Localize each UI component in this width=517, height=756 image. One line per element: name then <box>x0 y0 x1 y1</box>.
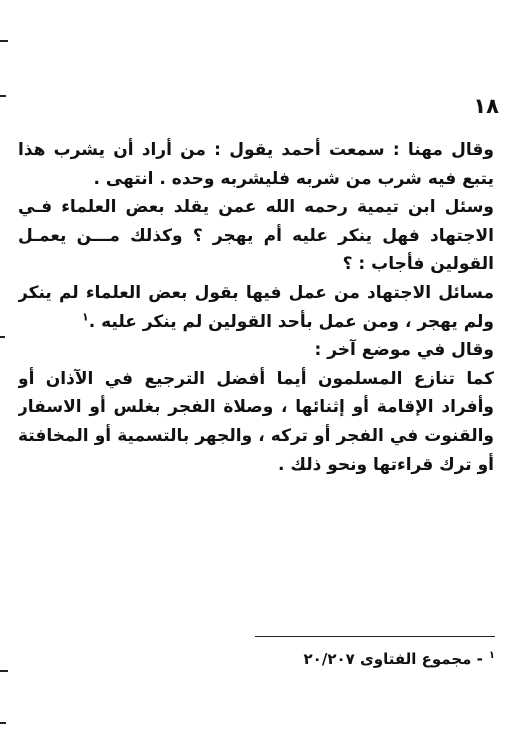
text-line-7 <box>18 308 494 337</box>
text-line-4: الاجتهاد فهل ينكر عليه أم يهجر ؟ وكذلك مـــن يعمـل <box>18 225 494 246</box>
margin-mark-middle <box>0 336 5 338</box>
footnote-divider <box>255 636 495 637</box>
body-text <box>18 136 494 479</box>
text-line-7-content: ولم يهجر ، ومن عمل بأحد القولين لم ينكر عليه . <box>88 311 494 332</box>
text-line-2: يتبع فيه شرب من شربه فليشربه وحده . انتهى . <box>93 168 494 189</box>
footnote-number: ١ <box>488 650 495 661</box>
margin-mark-top <box>0 40 8 42</box>
text-line-6: مسائل الاجتهاد من عمل فيها بقول بعض العلماء لم ينكر <box>18 282 494 303</box>
text-line-1: وقال مهنا : سمعت أحمد يقول : من أراد أن يشرب هذا <box>18 140 494 160</box>
margin-mark-bottom <box>0 722 6 724</box>
text-line-5: القولين فأجاب : ؟ <box>342 254 494 275</box>
page-number: ١٨ <box>473 94 499 118</box>
text-line-3: وسئل ابن تيمية رحمه الله عمن يقلد بعض العلماء فـي <box>18 197 494 218</box>
footnote <box>304 650 495 668</box>
footnote-text: - مجموع الفتاوى ٢٠/٢٠٧ <box>303 650 483 668</box>
text-line-11: والقنوت في الفجر أو تركه ، والجهر بالتسمية أو المخافتة <box>18 425 494 446</box>
margin-mark-lower <box>0 670 8 672</box>
text-line-12: أو ترك قراءتها ونحو ذلك . <box>278 454 494 475</box>
text-line-10: وأفراد الإقامة أو إثنائها ، وصلاة الفجر بغلس أو الاسفار <box>18 397 494 418</box>
text-line-8: وقال في موضع آخر : <box>314 340 494 361</box>
margin-mark-upper <box>0 95 6 97</box>
footnote-reference: ١ <box>82 309 89 323</box>
text-line-9: كما تنازع المسلمون أيما أفضل الترجيع في الآذان أو <box>18 368 494 389</box>
